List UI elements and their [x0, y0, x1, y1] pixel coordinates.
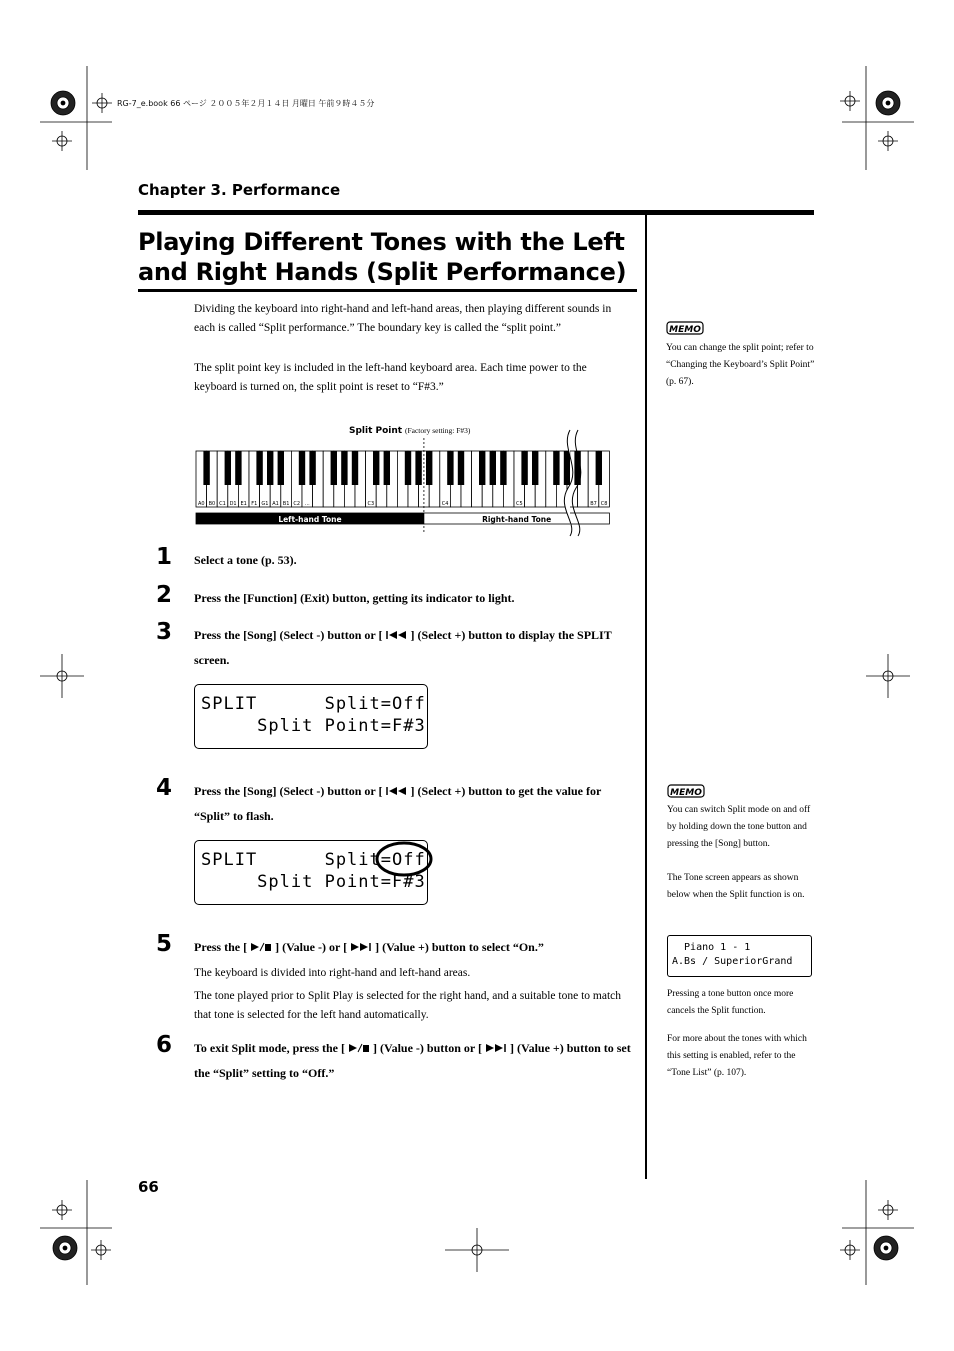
step-5-note-1: The keyboard is divided into right-hand and left-hand areas. — [194, 967, 471, 979]
key-label: C2 — [293, 501, 301, 507]
split-point-label: Split Point — [349, 426, 403, 436]
black-key — [532, 451, 538, 485]
black-key — [225, 451, 231, 485]
key-label: C1 — [219, 501, 226, 507]
black-key — [500, 451, 506, 485]
black-key — [384, 451, 390, 485]
key-label: A0 — [197, 501, 205, 507]
memo-2-text-a: You can switch Split mode on and off by holding down the tone button and pressing the [Song] button. — [667, 805, 811, 849]
key-label: B7 — [590, 501, 597, 507]
lcd-line-2: Split Point=F#3 — [201, 716, 426, 736]
lcd-line-2: Split Point=F#3 — [201, 872, 426, 892]
tone-lcd-line-1: Piano 1 - 1 — [672, 942, 751, 953]
right-hand-label: Right-hand Tone — [482, 515, 552, 524]
step-number-5: 5 — [156, 931, 173, 957]
top-rule — [138, 210, 814, 215]
key-label: C8 — [600, 501, 608, 507]
fast-forward-icon — [350, 936, 372, 960]
black-key — [235, 451, 241, 485]
intro-paragraph-2: The split point key is included in the left-hand keyboard area. Each time power to the keyboard is turned on, the split point is reset to “F#3.” — [194, 362, 587, 393]
black-key — [373, 451, 379, 485]
step-number-4: 4 — [156, 775, 173, 801]
left-hand-label: Left-hand Tone — [278, 515, 342, 524]
memo-icon — [666, 320, 706, 341]
black-key — [405, 451, 411, 485]
title-line-1: Playing Different Tones with the Left — [138, 228, 625, 256]
black-key — [426, 451, 432, 485]
key-label: C5 — [515, 501, 523, 507]
key-label: A1 — [272, 501, 279, 507]
black-key — [309, 451, 315, 485]
step-2-text: Press the [Function] (Exit) button, getting its indicator to light. — [194, 591, 515, 605]
tone-lcd-line-2: A.Bs / SuperiorGrand — [672, 956, 793, 967]
step-number-1: 1 — [156, 544, 173, 570]
printer-slug: RG-7_e.book 66 ページ ２００５年２月１４日 月曜日 午前９時４５分 — [117, 99, 375, 108]
rewind-icon — [386, 624, 408, 648]
side-column-rule — [645, 215, 647, 1179]
black-key — [299, 451, 305, 485]
memo-icon — [667, 783, 707, 804]
key-label: F1 — [251, 501, 258, 507]
black-key — [564, 451, 570, 485]
key-label: G1 — [261, 501, 269, 507]
flash-highlight-circle — [374, 838, 434, 878]
black-key — [447, 451, 453, 485]
title-line-2: and Right Hands (Split Performance) — [138, 258, 627, 286]
chapter-heading: Chapter 3. Performance — [138, 181, 341, 199]
step-5-text: Press the [ ] (Value -) or [ ] (Value +) button to select “On.” — [194, 935, 634, 960]
black-key — [521, 451, 527, 485]
rewind-icon — [386, 780, 408, 804]
page-title — [138, 227, 638, 287]
memo-label: MEMO — [670, 788, 702, 798]
play-stop-icon — [348, 1037, 370, 1061]
black-key — [267, 451, 273, 485]
black-key — [341, 451, 347, 485]
black-key — [553, 451, 559, 485]
black-key — [479, 451, 485, 485]
memo-2-text-d: For more about the tones with which this setting is enabled, refer to the “Tone List” (p. 107). — [667, 1034, 807, 1078]
fast-forward-icon — [485, 1037, 507, 1061]
black-key — [278, 451, 284, 485]
page-number: 66 — [138, 1178, 159, 1196]
key-label: B1 — [282, 501, 290, 507]
intro-paragraph-1: Dividing the keyboard into right-hand and left-hand areas, then playing different sounds in each is called “Split performance.” The boundary key is called the “split point.” — [194, 303, 612, 334]
key-label: C3 — [367, 501, 375, 507]
black-key — [331, 451, 337, 485]
split-screen-display — [194, 684, 428, 749]
black-key — [203, 451, 209, 485]
step-3-text: Press the [Song] (Select -) button or [ ] (Select +) button to display the SPLIT screen. — [194, 623, 634, 672]
step-4-text: Press the [Song] (Select -) button or [ ] (Select +) button to get the value for “Split” to flash. — [194, 779, 634, 828]
keyboard-diagram — [190, 428, 620, 538]
memo-1-text: You can change the split point; refer to “Changing the Keyboard’s Split Point” (p. 67). — [666, 343, 815, 387]
step-number-6: 6 — [156, 1032, 173, 1058]
step-number-2: 2 — [156, 582, 173, 608]
title-rule — [138, 289, 637, 292]
black-key — [458, 451, 464, 485]
black-key — [352, 451, 358, 485]
black-key — [256, 451, 262, 485]
play-stop-icon — [250, 936, 272, 960]
step-6-text: To exit Split mode, press the [ ] (Value -) button or [ ] (Value +) button to set the “Split” setting to “Off.” — [194, 1036, 634, 1085]
step-1-text: Select a tone (p. 53). — [194, 553, 297, 567]
key-label: D1 — [229, 501, 237, 507]
key-label: E1 — [240, 501, 247, 507]
step-number-3: 3 — [156, 619, 173, 645]
memo-label: MEMO — [669, 325, 701, 335]
step-5-note-2: The tone played prior to Split Play is selected for the right hand, and a suitable tone to match that tone is selected for the left hand automatically. — [194, 990, 621, 1021]
lcd-line-1: SPLIT Split=Off — [201, 850, 426, 870]
key-label: ... — [304, 501, 310, 507]
memo-2-text-c: Pressing a tone button once more cancels the Split function. — [667, 989, 794, 1016]
tone-screen-display — [667, 935, 812, 977]
factory-setting-label: (Factory setting: F#3) — [404, 426, 471, 435]
black-key — [415, 451, 421, 485]
memo-2-text-b: The Tone screen appears as shown below when the Split function is on. — [667, 873, 805, 900]
black-key — [596, 451, 602, 485]
key-label: C4 — [441, 501, 449, 507]
black-key — [490, 451, 496, 485]
lcd-line-1: SPLIT Split=Off — [201, 694, 426, 714]
key-label: B0 — [208, 501, 216, 507]
